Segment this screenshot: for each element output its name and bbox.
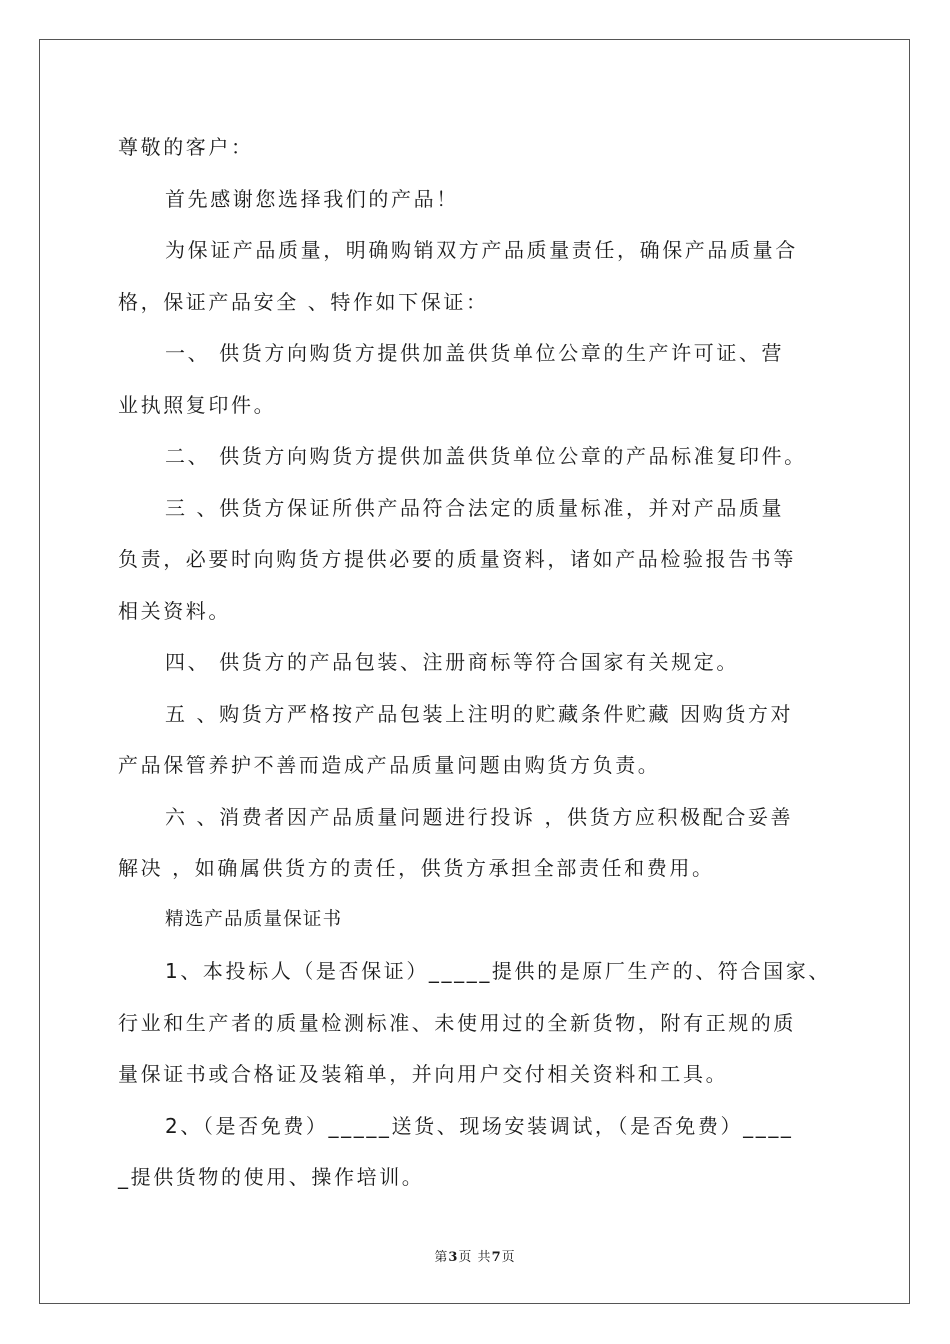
text-line: 行业和生产者的质量检测标准、未使用过的全新货物，附有正规的质 xyxy=(118,1010,796,1035)
text-line: 尊敬的客户： xyxy=(118,135,254,159)
page-total: 7 xyxy=(491,1250,502,1265)
text-line: 格，保证产品安全 、特作如下保证： xyxy=(118,289,489,314)
text-line: 三 、供货方保证所供产品符合法定的质量标准，并对产品质量 xyxy=(165,495,785,520)
section-heading: 精选产品质量保证书 xyxy=(165,908,343,930)
page-suffix: 页 xyxy=(501,1250,516,1265)
text-line: 1、本投标人（是否保证）_____提供的是原厂生产的、符合国家、 xyxy=(165,959,831,983)
text-line: 四、 供货方的产品包装、注册商标等符合国家有关规定。 xyxy=(165,650,739,674)
text-line: 2、（是否免费）_____送货、现场安装调试，（是否免费）____ xyxy=(165,1113,794,1138)
text-line: 五 、购货方严格按产品包装上注明的贮藏条件贮藏 因购货方对 xyxy=(165,701,794,726)
text-line: 相关资料。 xyxy=(118,598,231,623)
text-line: 产品保管养护不善而造成产品质量问题由购货方负责。 xyxy=(118,753,661,777)
text-line: 六 、消费者因产品质量问题进行投诉 ，供货方应积极配合妥善 xyxy=(165,804,794,829)
page-prefix: 第 xyxy=(434,1250,449,1265)
text-line: 负责，必要时向购货方提供必要的质量资料，诸如产品检验报告书等 xyxy=(118,547,796,571)
text-line: 业执照复印件。 xyxy=(118,392,277,417)
text-line: 一、 供货方向购货方提供加盖供货单位公章的生产许可证、营 xyxy=(165,341,785,365)
document-body xyxy=(118,128,840,1210)
page-footer xyxy=(0,1246,950,1265)
text-line: 二、 供货方向购货方提供加盖供货单位公章的产品标准复印件。 xyxy=(165,444,807,468)
page-current: 3 xyxy=(448,1250,459,1265)
text-line: _提供货物的使用、操作培训。 xyxy=(118,1165,425,1189)
text-line: 为保证产品质量，明确购销双方产品质量责任，确保产品质量合 xyxy=(165,238,798,262)
page-mid: 页 共 xyxy=(458,1250,492,1265)
text-line: 解决 ，如确属供货方的责任，供货方承担全部责任和费用。 xyxy=(118,856,715,880)
text-line: 首先感谢您选择我们的产品！ xyxy=(165,186,459,211)
text-line: 量保证书或合格证及装箱单，并向用户交付相关资料和工具。 xyxy=(118,1062,729,1086)
